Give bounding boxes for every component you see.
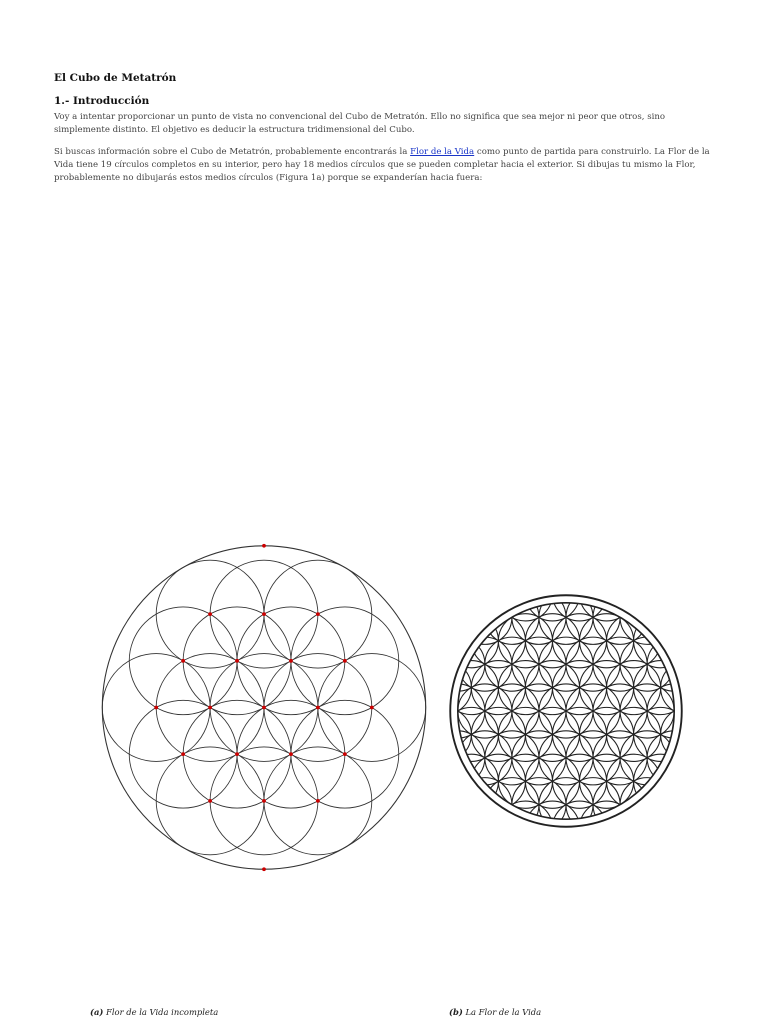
caption-figure-b-text: La Flor de la Vida bbox=[465, 1007, 542, 1017]
flower-circle bbox=[431, 637, 485, 691]
flower-circle bbox=[552, 801, 606, 855]
flower-circle bbox=[431, 731, 485, 785]
center-marker bbox=[235, 752, 239, 756]
center-marker bbox=[181, 659, 185, 663]
figure-flower-of-life-incomplete bbox=[94, 535, 434, 880]
flower-circle bbox=[471, 801, 525, 855]
flower-circle bbox=[607, 567, 661, 621]
center-marker bbox=[262, 867, 266, 871]
flower-circle bbox=[458, 590, 512, 644]
flower-circle bbox=[620, 778, 674, 832]
flower-circle bbox=[647, 731, 701, 785]
caption-figure-b-label: (b) bbox=[449, 1007, 463, 1017]
center-marker bbox=[343, 659, 347, 663]
center-marker bbox=[262, 544, 266, 548]
center-marker bbox=[316, 706, 320, 710]
center-marker bbox=[343, 752, 347, 756]
caption-figure-a-text: Flor de la Vida incompleta bbox=[106, 1007, 219, 1017]
flower-circle bbox=[525, 567, 579, 621]
center-marker bbox=[316, 612, 320, 616]
center-marker bbox=[262, 612, 266, 616]
flower-circle bbox=[661, 661, 715, 715]
flower-circle bbox=[498, 567, 552, 621]
flower-circle bbox=[525, 801, 579, 855]
center-marker bbox=[208, 706, 212, 710]
center-marker bbox=[262, 799, 266, 803]
figure-flower-of-life-complete bbox=[447, 592, 685, 830]
paragraph-flor-text-1: Si buscas información sobre el Cubo de Metatrón, probablemente encontrarás la bbox=[54, 147, 411, 157]
center-marker bbox=[208, 799, 212, 803]
flower-circle bbox=[607, 801, 661, 855]
center-marker bbox=[208, 612, 212, 616]
flower-circle bbox=[552, 567, 606, 621]
center-marker bbox=[154, 706, 158, 710]
center-marker bbox=[181, 752, 185, 756]
flower-circle bbox=[580, 567, 634, 621]
flower-circle bbox=[580, 801, 634, 855]
center-marker bbox=[316, 799, 320, 803]
center-marker bbox=[262, 706, 266, 710]
caption-figure-a-label: (a) bbox=[90, 1007, 104, 1017]
paragraph-intro: Voy a intentar proporcionar un punto de vista no convencional del Cubo de Metratón. Ello no significa que sea mejor ni peor que otros, sino simplemente distinto. El objetivo es deducir la estructura tridimensional del Cubo. bbox=[54, 112, 666, 135]
center-marker bbox=[370, 706, 374, 710]
center-marker bbox=[289, 752, 293, 756]
flower-circle bbox=[647, 637, 701, 691]
flower-circle bbox=[620, 590, 674, 644]
center-marker bbox=[235, 659, 239, 663]
paragraph-flor-text-2: como punto de partida para construirlo. La Flor de la Vida tiene 19 círculos completos en su interior, pero hay 18 medios círculos que se pueden completar hacia el exterior. Si dibujas tu mismo la Flor, probablemente no dibujarás estos medios círculos (Figura 1a) porque se expanderían hacia fuera: bbox=[54, 147, 710, 183]
caption-figure-b bbox=[449, 1007, 541, 1017]
flower-circle bbox=[471, 567, 525, 621]
section-title-introduccion: 1.- Introducción bbox=[54, 95, 150, 107]
caption-figure-a bbox=[90, 1007, 218, 1017]
flower-circle bbox=[458, 778, 512, 832]
paragraph-flor bbox=[54, 146, 718, 185]
flower-pattern bbox=[404, 567, 729, 855]
flower-circle bbox=[498, 801, 552, 855]
flower-circle bbox=[661, 707, 715, 761]
document-title: El Cubo de Metatrón bbox=[54, 72, 177, 84]
flor-de-la-vida-link[interactable]: Flor de la Vida bbox=[410, 147, 475, 157]
center-marker bbox=[289, 659, 293, 663]
